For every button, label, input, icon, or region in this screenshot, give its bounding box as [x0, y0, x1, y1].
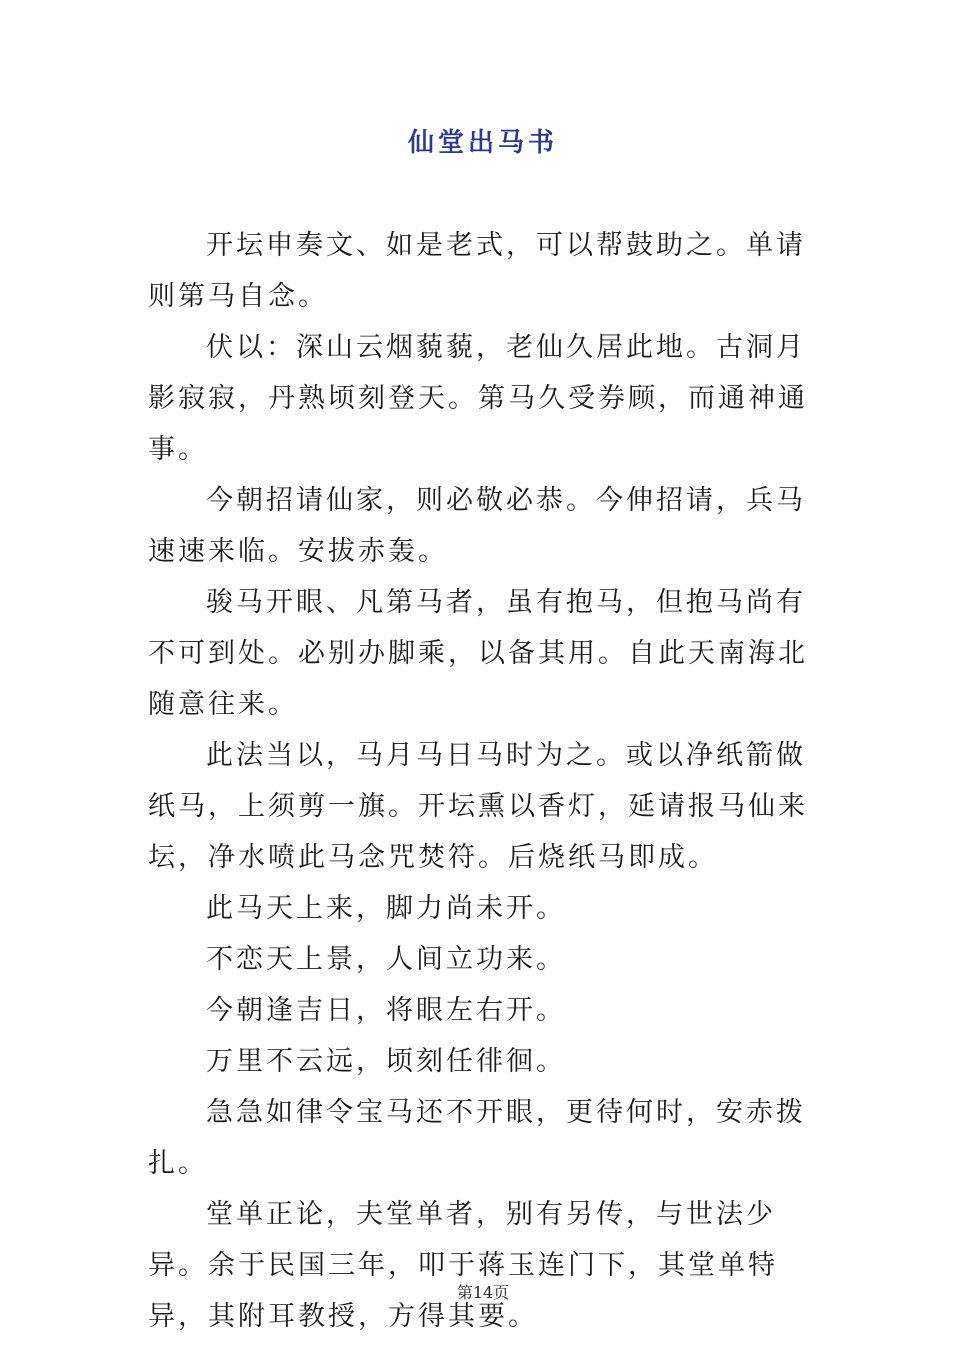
- page-number: 第14页: [456, 1283, 510, 1302]
- paragraph: 今朝招请仙家，则必敬必恭。今伸招请，兵马速速来临。安拔赤轰。: [148, 485, 806, 567]
- paragraph: 此法当以，马月马日马时为之。或以净纸箭做纸马，上须剪一旗。开坛熏以香灯，延请报马仙来坛，净水喷此马念咒焚符。后烧纸马即成。: [148, 740, 808, 873]
- paragraph: 急急如律令宝马还不开眼，更待何时，安赤拨扎。: [148, 1097, 806, 1179]
- paragraph: 堂单正论，夫堂单者，别有另传，与世法少异。余于民国三年，叩于蒋玉连门下，其堂单特异，其附耳教授，方得其要。: [148, 1199, 778, 1332]
- verse-line: 不恋天上景，人间立功来。: [206, 944, 566, 975]
- paragraph: 骏马开眼、凡第马者，虽有抱马，但抱马尚有不可到处。必别办脚乘，以备其用。自此天南海北随意往来。: [148, 587, 808, 720]
- document-body: [148, 220, 828, 1342]
- verse-line: 今朝逢吉日，将眼左右开。: [206, 995, 566, 1026]
- paragraph: 伏以：深山云烟藐藐，老仙久居此地。古洞月影寂寂，丹熟顷刻登天。第马久受券顾，而通神通事。: [148, 332, 808, 465]
- document-title: 仙堂出马书: [407, 128, 558, 158]
- paragraph: 开坛申奏文、如是老式，可以帮鼓助之。单请则第马自念。: [148, 230, 806, 312]
- verse-line: 万里不云远，顷刻任徘徊。: [206, 1046, 566, 1077]
- verse-line: 此马天上来，脚力尚未开。: [206, 893, 566, 924]
